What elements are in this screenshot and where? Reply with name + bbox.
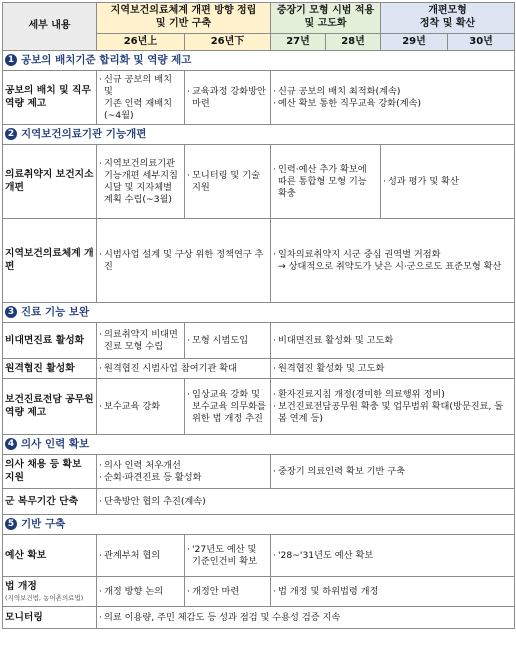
cell-26h1: · 지역보건의료기관 기능개편 세부지침 시달 및 지자체별 계획 수립(~3월): [97, 145, 185, 219]
cell-27-30: · 일차의료취약지 시군 중심 권역별 거점화 → 상대적으로 취약도가 낮은 시·군으로도 표준모형 확산: [271, 219, 515, 303]
cell-26h2: · 모니터링 및 기술 지원: [185, 145, 271, 219]
cell-29-30: · 성과 평가 및 확산: [381, 145, 515, 219]
task-monitoring: 모니터링: [3, 607, 97, 629]
cell-item: '28~'31년도 예산 확보: [278, 550, 374, 561]
cell-27-30: · 비대면진료 활성화 및 고도화: [271, 323, 515, 359]
cell-item: 성과 평가 및 확산: [388, 176, 459, 187]
cell-27-30: · 신규 공보의 배치 최적화(계속) · 예산 확보 통한 직무교육 강화(계속): [271, 71, 515, 125]
task-clinic-reform: 의료취약지 보건지소 개편: [3, 145, 97, 219]
header-phase-1-text: 지역보건의료체계 개편 방향 정립 및 기반 구축: [110, 5, 257, 29]
cell-item: 개정 방향 논의: [104, 586, 164, 597]
header-phase-1: [97, 3, 271, 34]
header-period-26h2: 26년下: [185, 33, 271, 51]
cell-26: · 의사 인력 처우개선 · 순회·파견진료 등 활성화: [97, 455, 271, 489]
cell-26h1: · 보수교육 강화: [97, 379, 185, 435]
cell-item: 인력·예산 추가 확보에 따른 통합형 모형 기능 확충: [278, 164, 367, 199]
cell-item: 법 개정 및 하위법령 개정: [278, 586, 379, 597]
cell-27-30: · 환자진료지침 개정(경미한 의료행위 정비) · 보건진료전담공무원 확충 및 업무범위 확대(방문진료, 돌봄 연계 등): [271, 379, 515, 435]
cell-26h2: · 임상교육 강화 및 보수교육 의무화를 위한 법 개정 추진: [185, 379, 271, 435]
cell-item: 개정안 마련: [192, 586, 240, 597]
cell-26h2: · 모형 시범도입: [185, 323, 271, 359]
header-period-30: 30년: [448, 33, 515, 51]
cell-item: 관계부처 협의: [104, 550, 161, 561]
header-period-28: 28년: [326, 33, 381, 51]
cell-26h1: · 개정 방향 논의: [97, 577, 185, 607]
task-remote-consult: 원격협진 활성화: [3, 359, 97, 379]
cell-26: · 원격협진 시범사업 참여기관 확대: [97, 359, 271, 379]
cell-item: 비대면진료 활성화 및 고도화: [278, 335, 394, 346]
header-phase-2-text: 중장기 모형 시범 적용 및 고도화: [276, 5, 375, 29]
task-law-revision-sub: (지역보건법, 농어촌의료법): [5, 594, 84, 602]
cell-item: 단축방안 협의 추진(계속): [104, 496, 206, 507]
cell-26h2: · '27년도 예산 및 기준인건비 확보: [185, 535, 271, 577]
cell-26h1: · 신규 공보의 배치 및 기존 인력 재배치 (~4월): [97, 71, 185, 125]
roadmap-document: [2, 2, 514, 629]
cell-26-30: · 의료 이용량, 주민 체감도 등 성과 점검 및 수용성 검증 지속: [97, 607, 515, 629]
section-number-badge: 3: [5, 306, 17, 318]
cell-item: 의료 이용량, 주민 체감도 등 성과 점검 및 수용성 검증 지속: [104, 612, 341, 623]
header-period-29: 29년: [381, 33, 448, 51]
header-period-27: 27년: [271, 33, 326, 51]
cell-item: 원격협진 활성화 및 고도화: [278, 363, 385, 374]
task-doctor-hiring: 의사 채용 등 확보 지원: [3, 455, 97, 489]
cell-26: · 시범사업 설계 및 구상 위한 정책연구 추진: [97, 219, 271, 303]
section-title-text: 공보의 배치기준 합리화 및 역량 제고: [21, 54, 192, 67]
section-title-text: 의사 인력 확보: [21, 438, 90, 451]
cell-item: 순회·파견진료 등 활성화: [104, 471, 202, 483]
cell-item: 신규 공보의 배치 및 기존 인력 재배치 (~4월): [104, 74, 172, 121]
section-number-badge: 2: [5, 128, 17, 140]
roadmap-table: [2, 2, 515, 629]
task-service-shortening: 군 복무기간 단축: [3, 489, 97, 515]
cell-26-30: · 단축방안 협의 추진(계속): [97, 489, 515, 515]
cell-26h1: · 의료취약지 비대면진료 모형 수립: [97, 323, 185, 359]
section-title-text: 진료 기능 보완: [21, 306, 90, 319]
cell-item: 예산 확보 통한 직무교육 강화(계속): [278, 97, 422, 109]
cell-item: '27년도 예산 및 기준인건비 확보: [192, 544, 258, 567]
cell-item: 임상교육 강화 및 보수교육 의무화를 위한 법 개정 추진: [192, 389, 266, 424]
cell-item: 지역보건의료기관 기능개편 세부지침 시달 및 지자체별 계획 수립(~3월): [104, 158, 178, 205]
section-4-title: [3, 435, 515, 455]
cell-27-28: · 인력·예산 추가 확보에 따른 통합형 모형 기능 확충: [271, 145, 381, 219]
header-phase-2: [271, 3, 381, 34]
header-phase-3: [381, 3, 515, 34]
cell-27-30: · 중장기 의료인력 확보 기반 구축: [271, 455, 515, 489]
task-clinic-officer: 보건진료전담 공무원 역량 제고: [3, 379, 97, 435]
cell-item: 원격협진 시범사업 참여기관 확대: [104, 363, 238, 374]
task-system-reform: 지역보건의료체계 개편: [3, 219, 97, 303]
cell-item: 신규 공보의 배치 최적화(계속): [278, 86, 401, 98]
cell-27-30: · 법 개정 및 하위법령 개정: [271, 577, 515, 607]
section-2-title: [3, 125, 515, 145]
cell-27-30: · '28~'31년도 예산 확보: [271, 535, 515, 577]
section-number-badge: 4: [5, 438, 17, 450]
section-3-title: [3, 303, 515, 323]
cell-item: 교육과정 강화방안 마련: [192, 86, 266, 109]
cell-item: 의사 인력 처우개선: [104, 460, 181, 472]
task-gongboui-placement: 공보의 배치 및 직무역량 제고: [3, 71, 97, 125]
task-telemedicine: 비대면진료 활성화: [3, 323, 97, 359]
cell-26h2: · 교육과정 강화방안 마련: [185, 71, 271, 125]
cell-item: 보건진료전담공무원 확충 및 업무범위 확대(방문진료, 돌봄 연계 등): [278, 401, 504, 424]
task-law-revision: [3, 577, 97, 607]
header-period-26h1: 26년上: [97, 33, 185, 51]
header-detail-label: 세부 내용: [3, 3, 97, 51]
section-1-title: [3, 51, 515, 71]
cell-item: 의료취약지 비대면진료 모형 수립: [104, 329, 178, 352]
section-number-badge: 1: [5, 54, 17, 66]
section-title-text: 지역보건의료기관 기능개편: [21, 128, 147, 141]
section-number-badge: 5: [5, 518, 17, 530]
section-title-text: 기반 구축: [21, 518, 66, 531]
cell-item-arrow: → 상대적으로 취약도가 낮은 시·군으로도 표준모형 확산: [278, 260, 502, 272]
task-law-revision-label: 법 개정: [5, 581, 37, 593]
cell-item: 중장기 의료인력 확보 기반 구축: [278, 466, 406, 477]
section-5-title: [3, 515, 515, 535]
cell-item: 보수교육 강화: [104, 401, 161, 412]
cell-item: 시범사업 설계 및 구상 위한 정책연구 추진: [104, 249, 264, 272]
cell-item: 모니터링 및 기술 지원: [192, 170, 260, 193]
cell-item: 모형 시범도입: [192, 335, 249, 346]
task-budget: 예산 확보: [3, 535, 97, 577]
header-phase-3-text: 개편모형 정착 및 확산: [419, 5, 476, 29]
cell-26h1: · 관계부처 협의: [97, 535, 185, 577]
cell-item: 일차의료취약지 시군 중심 권역별 거점화: [278, 249, 441, 261]
cell-26h2: · 개정안 마련: [185, 577, 271, 607]
cell-27-30: · 원격협진 활성화 및 고도화: [271, 359, 515, 379]
cell-item: 환자진료지침 개정(경미한 의료행위 정비): [278, 389, 445, 401]
